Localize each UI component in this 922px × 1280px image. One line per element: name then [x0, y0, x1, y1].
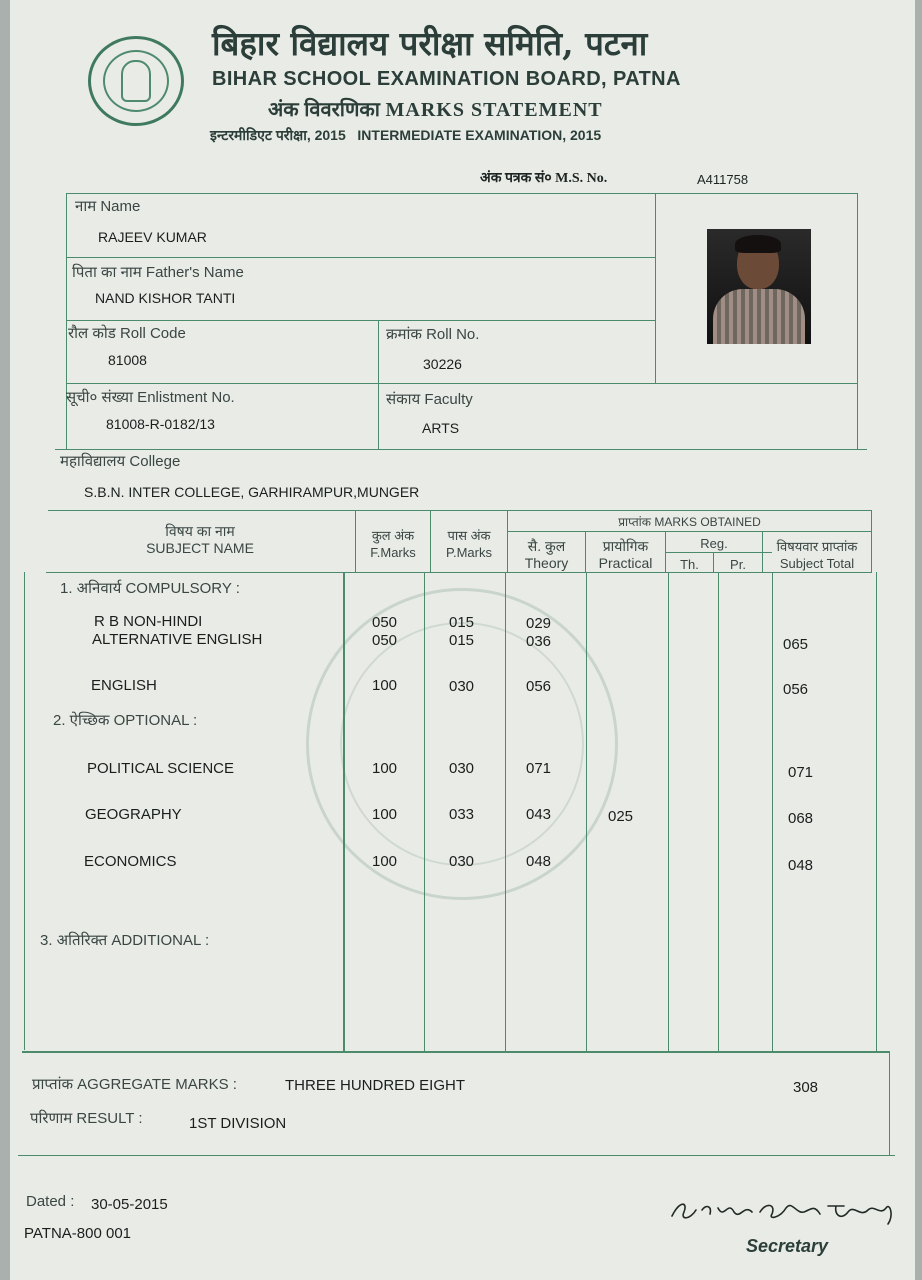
- pass-marks: 030: [449, 678, 475, 695]
- aggregate-words: THREE HUNDRED EIGHT: [285, 1077, 466, 1094]
- subject-total: 068: [788, 810, 814, 827]
- theory-marks: 036: [526, 633, 552, 650]
- name-label: नाम Name: [75, 198, 141, 215]
- father-name-label: पिता का नाम Father's Name: [72, 264, 244, 281]
- reg-practical-header: Pr.: [730, 557, 746, 572]
- signatory-title: Secretary: [746, 1236, 829, 1256]
- full-marks: 100: [372, 853, 398, 870]
- theory-marks: 043: [526, 806, 552, 823]
- theory-marks: 056: [526, 678, 552, 695]
- full-marks: 100: [372, 760, 398, 777]
- faculty-label: संकाय Faculty: [386, 391, 473, 408]
- place: PATNA-800 001: [24, 1225, 131, 1242]
- pass-marks-header: पास अंक P.Marks: [446, 528, 492, 560]
- reg-header: Reg.: [700, 536, 728, 551]
- theory-marks: 048: [526, 853, 552, 870]
- document-subtitle: [268, 95, 603, 122]
- college-label: महाविद्यालय College: [60, 453, 181, 470]
- practical-marks: 025: [608, 808, 634, 825]
- pass-marks: 015: [449, 632, 475, 649]
- enlistment-no: 81008-R-0182/13: [106, 416, 215, 432]
- pass-marks: 030: [449, 853, 475, 870]
- aggregate-value: 308: [793, 1079, 819, 1096]
- subject-total: 071: [788, 764, 814, 781]
- father-name: NAND KISHOR TANTI: [95, 290, 236, 306]
- result-label: परिणाम RESULT :: [30, 1110, 143, 1127]
- ms-no-value: A411758: [697, 172, 749, 187]
- theory-marks: 071: [526, 760, 552, 777]
- board-title-hindi: बिहार विद्यालय परीक्षा समिति, पटना: [212, 24, 648, 63]
- exam-title-english: INTERMEDIATE EXAMINATION, 2015: [357, 127, 602, 143]
- watermark-seal-inner: [340, 622, 584, 866]
- subject-name: R B NON-HINDI: [94, 613, 203, 630]
- college-name: S.B.N. INTER COLLEGE, GARHIRAMPUR,MUNGER: [84, 484, 420, 500]
- pass-marks: 033: [449, 806, 475, 823]
- subject-name: POLITICAL SCIENCE: [87, 760, 234, 777]
- practical-header: प्रायोगिक Practical: [598, 538, 653, 571]
- section-optional: 2. ऐच्छिक OPTIONAL :: [53, 712, 198, 729]
- result-value: 1ST DIVISION: [189, 1115, 287, 1132]
- subject-name-header: विषय का नाम SUBJECT NAME: [146, 523, 254, 556]
- subtitle-english: MARKS STATEMENT: [385, 99, 603, 121]
- subject-total: 048: [788, 857, 814, 874]
- pass-marks: 030: [449, 760, 475, 777]
- exam-title-hindi: इन्टरमीडिएट परीक्षा, 2015: [210, 127, 346, 143]
- subject-name: ECONOMICS: [84, 853, 177, 870]
- ms-no-label: अंक पत्रक सं० M.S. No.: [480, 171, 608, 186]
- reg-theory-header: Th.: [680, 557, 699, 572]
- board-title-english: BIHAR SCHOOL EXAMINATION BOARD, PATNA: [212, 68, 681, 90]
- issue-date: 30-05-2015: [91, 1196, 168, 1213]
- student-name: RAJEEV KUMAR: [98, 229, 207, 245]
- roll-code: 81008: [108, 352, 147, 368]
- exam-title: [210, 126, 601, 145]
- full-marks: 100: [372, 806, 398, 823]
- section-additional: 3. अतिरिक्त ADDITIONAL :: [40, 932, 210, 949]
- theory-marks: 029: [526, 615, 552, 632]
- subject-name: ENGLISH: [91, 677, 157, 694]
- dated-label: Dated :: [26, 1193, 75, 1210]
- full-marks: 050: [372, 614, 398, 631]
- aggregate-label: प्राप्तांक AGGREGATE MARKS :: [32, 1076, 237, 1093]
- roll-no: 30226: [423, 356, 462, 372]
- roll-code-label: रौल कोड Roll Code: [68, 325, 186, 342]
- subject-name: GEOGRAPHY: [85, 806, 182, 823]
- subject-total-header: विषयवार प्राप्तांक Subject Total: [776, 539, 858, 571]
- full-marks: 100: [372, 677, 398, 694]
- full-marks: 050: [372, 632, 398, 649]
- marks-obtained-header: प्राप्तांक MARKS OBTAINED: [618, 515, 761, 529]
- section-compulsory: 1. अनिवार्य COMPULSORY :: [60, 580, 240, 597]
- subject-total: 065: [783, 636, 809, 653]
- student-photo: [707, 229, 811, 344]
- subtitle-hindi: अंक विवरणिका: [268, 99, 380, 121]
- subject-total: 056: [783, 681, 809, 698]
- faculty: ARTS: [422, 420, 460, 436]
- secretary-signature: [668, 1190, 900, 1228]
- full-marks-header: कुल अंक F.Marks: [370, 528, 416, 560]
- board-seal-logo: [88, 36, 184, 126]
- subject-name: ALTERNATIVE ENGLISH: [92, 631, 263, 648]
- roll-no-label: क्रमांक Roll No.: [386, 326, 480, 343]
- enlistment-label: सूची० संख्या Enlistment No.: [66, 389, 235, 406]
- theory-header: सै. कुल Theory: [524, 538, 569, 571]
- pass-marks: 015: [449, 614, 475, 631]
